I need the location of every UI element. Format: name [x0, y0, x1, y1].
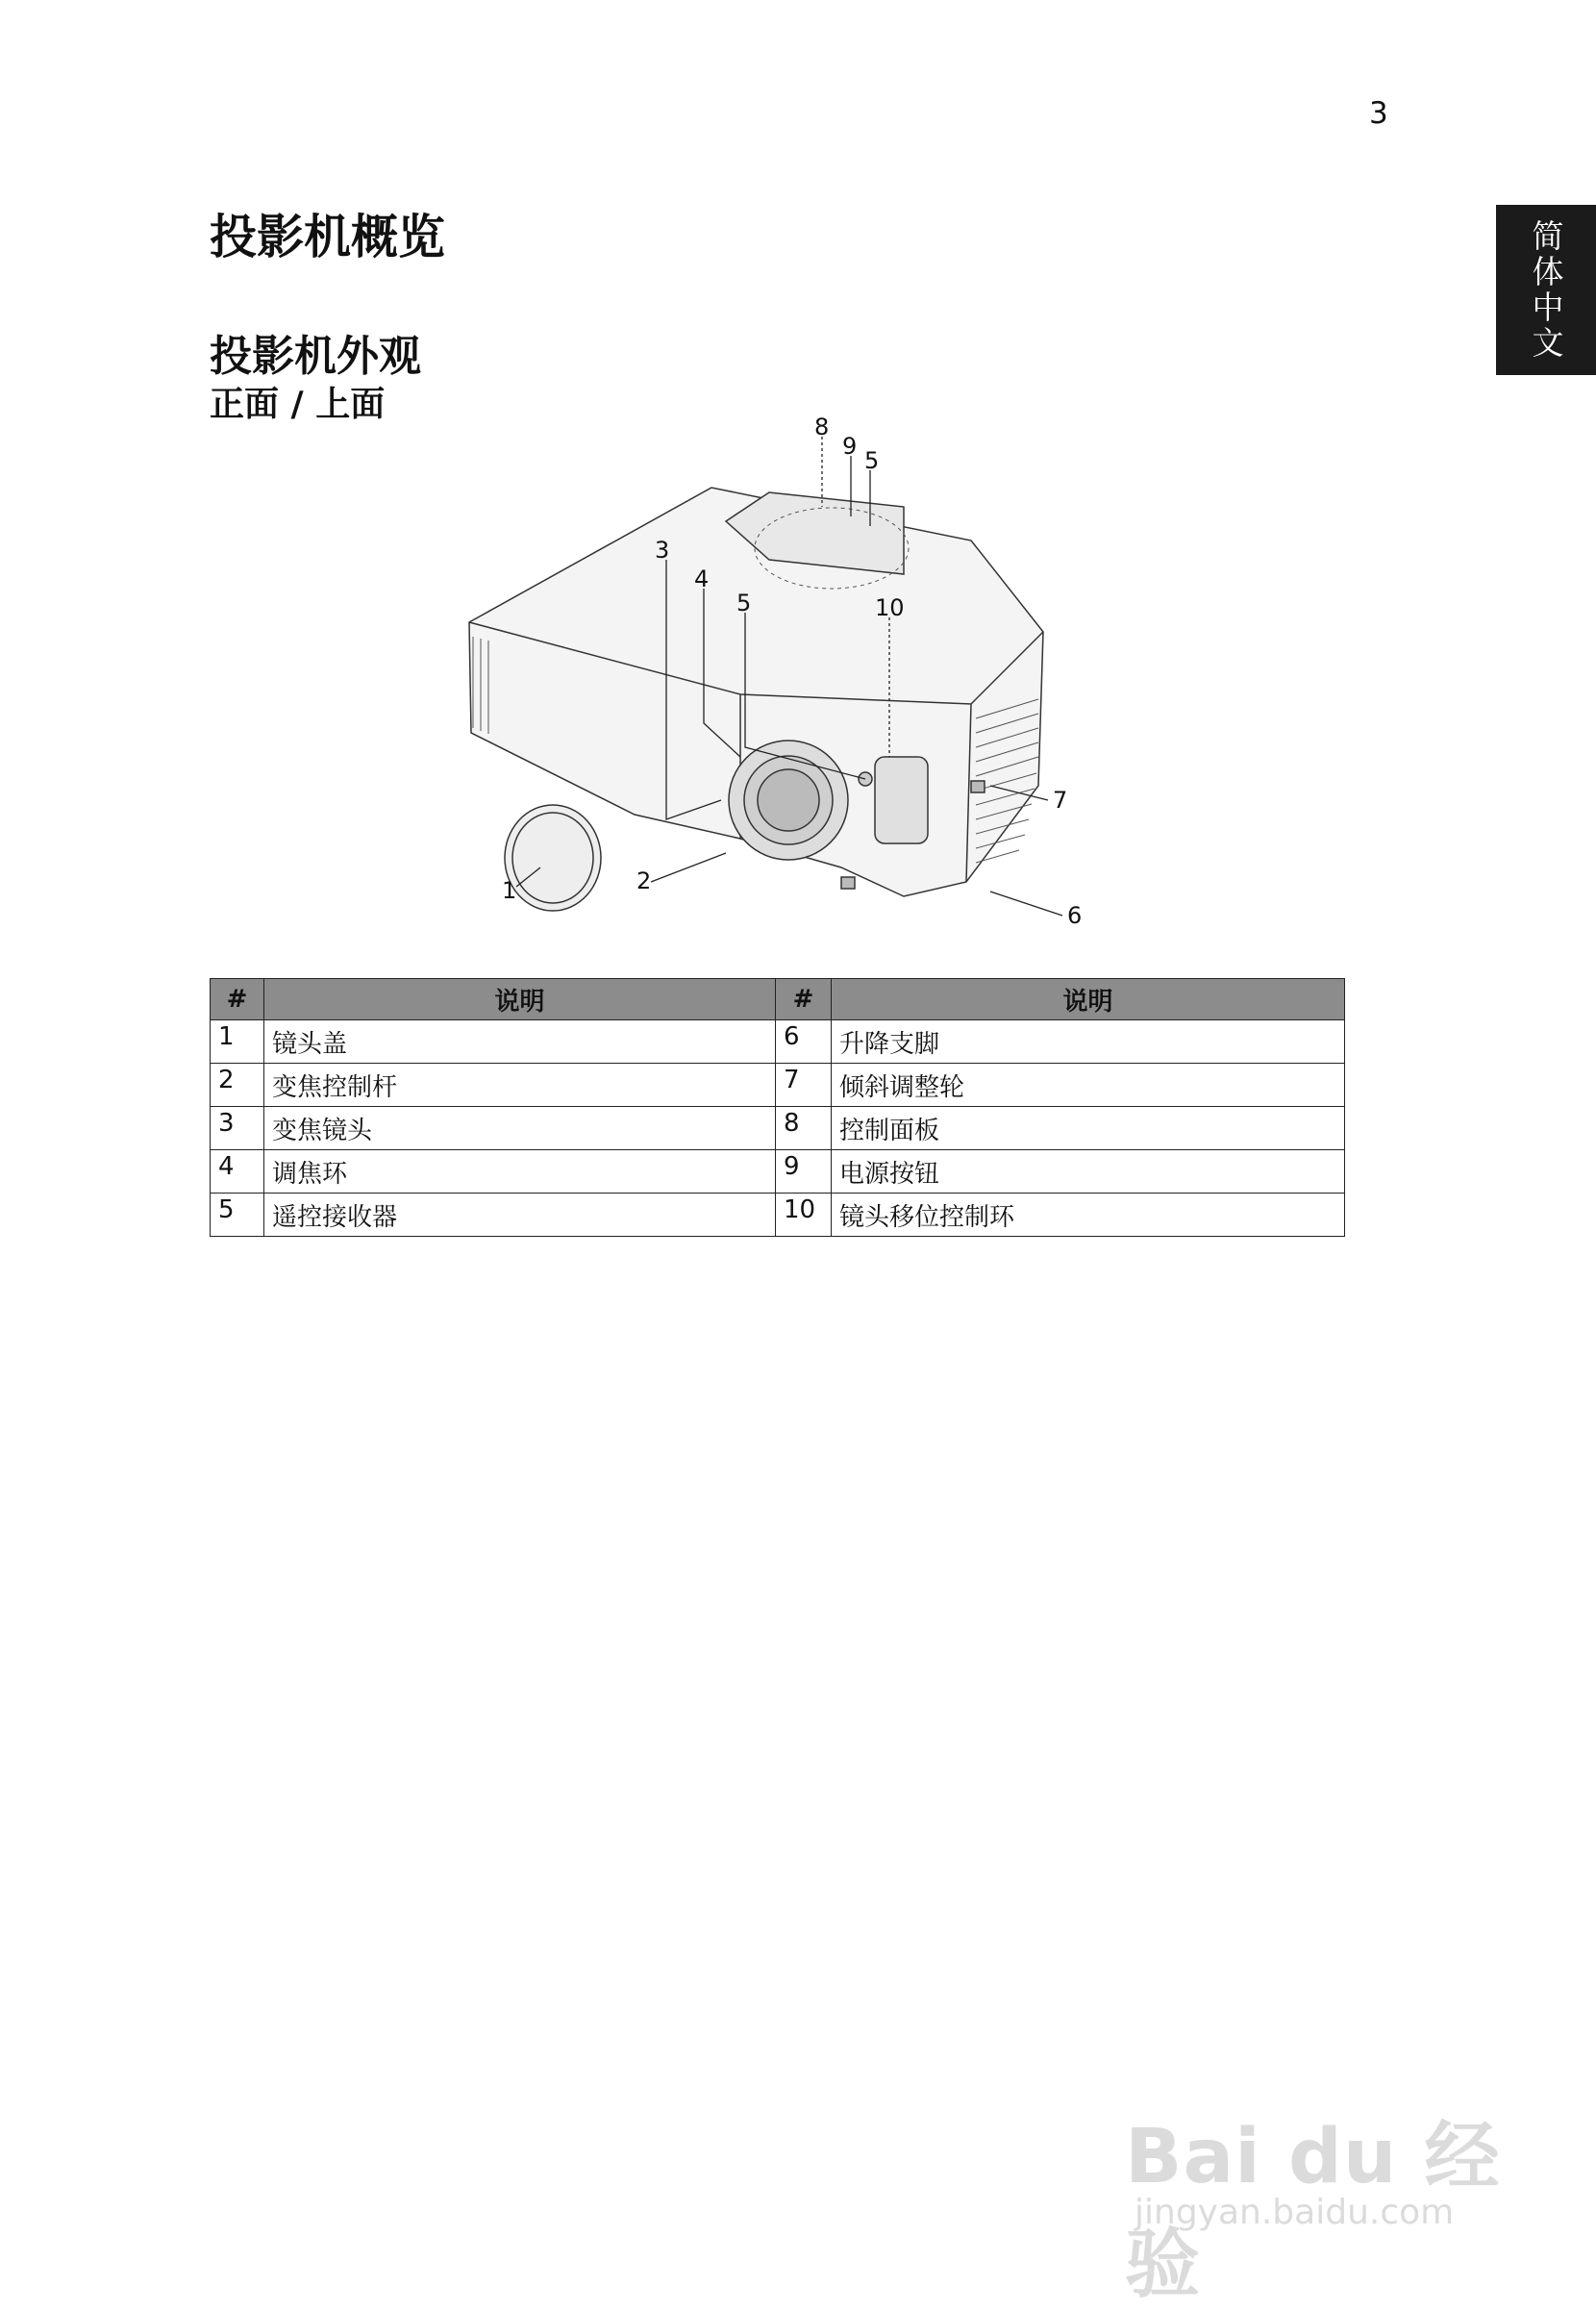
callout-1: 1	[502, 877, 517, 904]
callout-7: 7	[1053, 787, 1068, 814]
item-number: 1	[211, 1020, 264, 1064]
callout-2: 2	[636, 867, 652, 894]
item-description: 变焦镜头	[264, 1107, 776, 1150]
item-description: 变焦控制杆	[264, 1064, 776, 1107]
lens-cap	[505, 805, 601, 911]
item-number: 8	[776, 1107, 832, 1150]
item-number: 9	[776, 1150, 832, 1194]
item-number: 6	[776, 1020, 832, 1064]
item-description: 升降支脚	[832, 1020, 1345, 1064]
callout-9: 9	[842, 433, 858, 460]
page-title: 投影机概览	[210, 210, 446, 264]
item-description: 倾斜调整轮	[832, 1064, 1345, 1107]
item-description: 控制面板	[832, 1107, 1345, 1150]
subsection-title: 正面 / 上面	[210, 385, 386, 424]
callout-4: 4	[694, 565, 710, 592]
page-number: 3	[1369, 96, 1388, 131]
callout-3: 3	[655, 537, 670, 564]
column-header-number: #	[776, 979, 832, 1020]
baidu-jingyan-watermark	[1125, 2029, 1509, 2308]
callout-5-top: 5	[864, 447, 880, 474]
column-header-description: 说明	[264, 979, 776, 1020]
item-number: 4	[211, 1150, 264, 1194]
table-row	[211, 1107, 1345, 1150]
item-number: 7	[776, 1064, 832, 1107]
item-number: 2	[211, 1064, 264, 1107]
item-description: 镜头盖	[264, 1020, 776, 1064]
item-description: 调焦环	[264, 1150, 776, 1194]
item-description: 镜头移位控制环	[832, 1194, 1345, 1237]
section-title: 投影机外观	[210, 332, 421, 381]
item-number: 10	[776, 1194, 832, 1237]
table-row	[211, 1064, 1345, 1107]
callout-5-front: 5	[736, 590, 752, 616]
item-description: 电源按钮	[832, 1150, 1345, 1194]
item-number: 5	[211, 1194, 264, 1237]
item-number: 3	[211, 1107, 264, 1150]
parts-table	[210, 978, 1345, 1237]
callout-6: 6	[1067, 902, 1083, 929]
column-header-description: 说明	[832, 979, 1345, 1020]
table-row	[211, 1150, 1345, 1194]
callout-8: 8	[814, 415, 830, 440]
callout-10: 10	[875, 594, 905, 621]
watermark-brand: Bai du 经验	[1125, 2114, 1501, 2308]
table-row	[211, 1194, 1345, 1237]
item-description: 遥控接收器	[264, 1194, 776, 1237]
table-header-row	[211, 979, 1345, 1020]
watermark-url: jingyan.baidu.com	[1135, 2193, 1455, 2232]
language-tab: 简体中文	[1496, 205, 1596, 375]
table-row	[211, 1020, 1345, 1064]
projector-illustration	[452, 415, 1125, 935]
column-header-number: #	[211, 979, 264, 1020]
